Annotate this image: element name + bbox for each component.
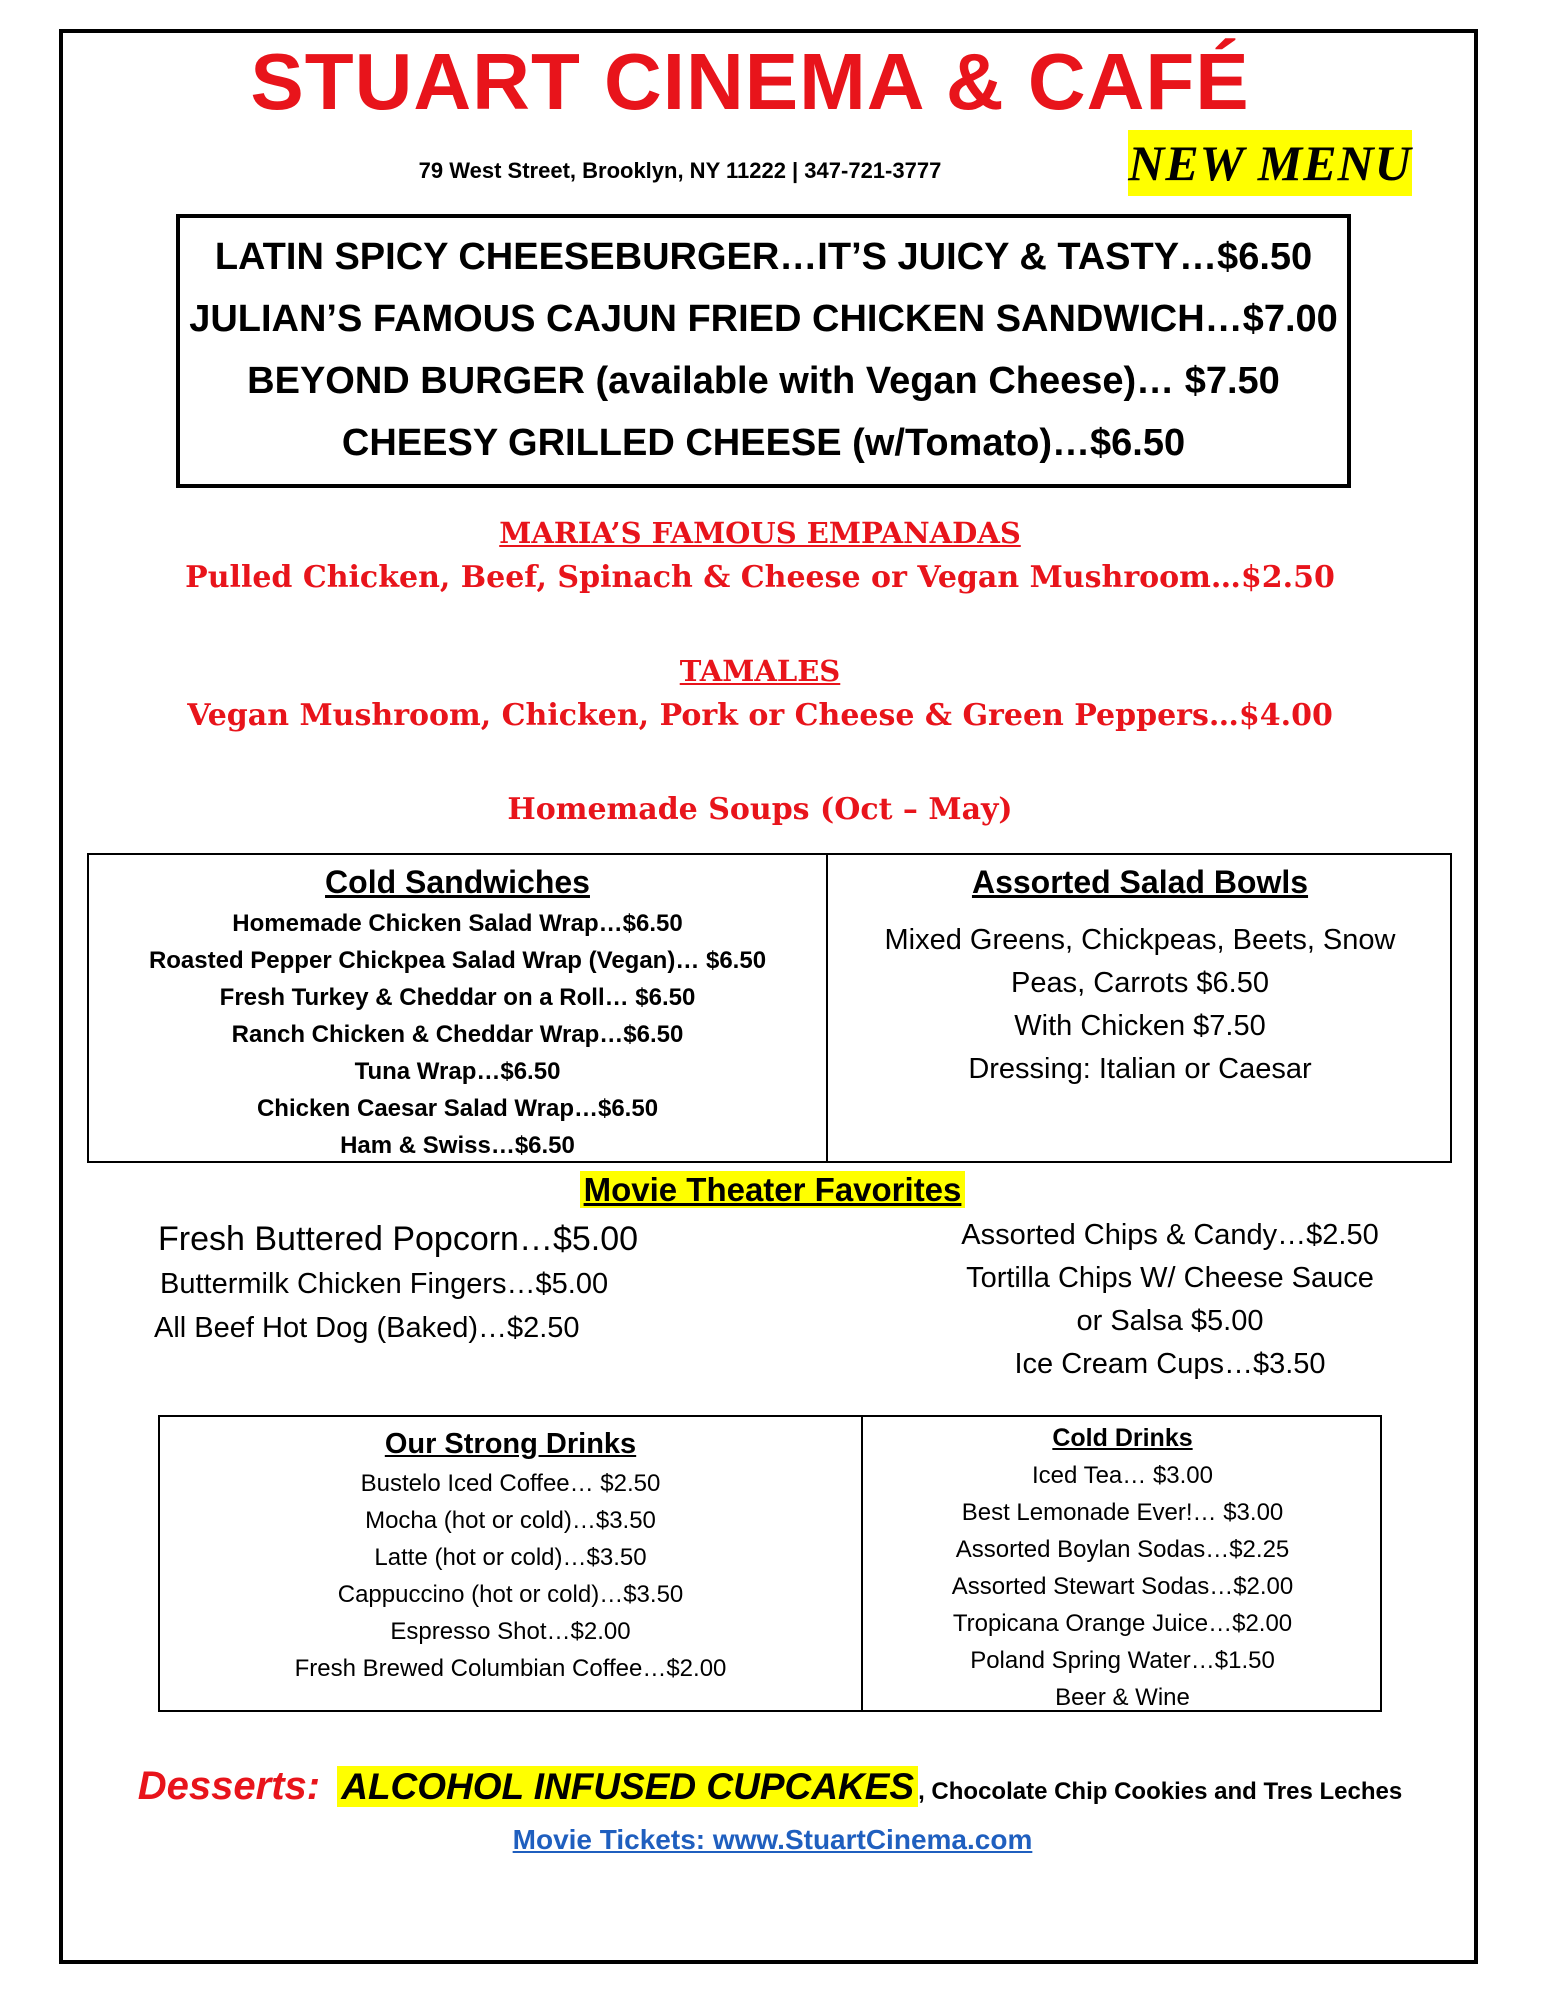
- list-item: Bustelo Iced Coffee… $2.50: [360, 1470, 661, 1497]
- strong-drinks-heading: Our Strong Drinks: [384, 1428, 637, 1460]
- featured-item: LATIN SPICY CHEESEBURGER…IT’S JUICY & TASTY…$6.50: [214, 236, 1313, 278]
- list-item: With Chicken $7.50: [1014, 1010, 1266, 1042]
- movie-tickets-link[interactable]: Movie Tickets: www.StuartCinema.com: [512, 1824, 1033, 1855]
- list-item: Tuna Wrap…$6.50: [354, 1058, 561, 1085]
- desserts-label: Desserts:: [137, 1764, 321, 1808]
- list-item: Dressing: Italian or Caesar: [968, 1053, 1312, 1085]
- list-item: Latte (hot or cold)…$3.50: [374, 1544, 647, 1571]
- soups-line: Homemade Soups (Oct – May): [507, 792, 1013, 827]
- strong-drinks-column: [160, 1423, 861, 1687]
- cold-drinks-heading: Cold Drinks: [1052, 1424, 1193, 1452]
- list-item: Ranch Chicken & Cheddar Wrap…$6.50: [231, 1021, 684, 1048]
- list-item: Mixed Greens, Chickpeas, Beets, Snow: [884, 924, 1396, 956]
- tamales-line: Vegan Mushroom, Chicken, Pork or Cheese & Green Peppers…$4.00: [187, 698, 1333, 733]
- cold-sandwiches-heading: Cold Sandwiches: [325, 864, 590, 900]
- tickets-wrap: [0, 1824, 1545, 1856]
- list-item: Fresh Buttered Popcorn…$5.00: [158, 1220, 639, 1258]
- salad-bowls-heading: Assorted Salad Bowls: [971, 864, 1309, 900]
- list-item: Beer & Wine: [1055, 1684, 1190, 1711]
- desserts-line: [100, 1764, 1440, 1809]
- list-item: Assorted Chips & Candy…$2.50: [961, 1219, 1379, 1251]
- list-item: Fresh Brewed Columbian Coffee…$2.00: [294, 1655, 727, 1682]
- list-item: All Beef Hot Dog (Baked)…$2.50: [154, 1312, 580, 1344]
- featured-items-box: [176, 214, 1351, 488]
- salad-bowls-column: [828, 859, 1452, 1091]
- favorites-heading: Movie Theater Favorites: [580, 1171, 966, 1208]
- list-item: Peas, Carrots $6.50: [1011, 967, 1269, 999]
- list-item: or Salsa $5.00: [1076, 1305, 1264, 1337]
- desserts-highlight: ALCOHOL INFUSED CUPCAKES: [337, 1766, 918, 1807]
- list-item: Assorted Stewart Sodas…$2.00: [951, 1573, 1294, 1600]
- list-item: Homemade Chicken Salad Wrap…$6.50: [232, 910, 683, 937]
- favorites-heading-wrap: [0, 1166, 1545, 1214]
- featured-item: JULIAN’S FAMOUS CAJUN FRIED CHICKEN SANDWICH…$7.00: [189, 298, 1338, 340]
- favorites-right-column: [900, 1214, 1440, 1386]
- list-item: Ice Cream Cups…$3.50: [1014, 1348, 1326, 1380]
- list-item: Cappuccino (hot or cold)…$3.50: [337, 1581, 684, 1608]
- tamales-heading: TAMALES: [679, 654, 841, 688]
- list-item: Tortilla Chips W/ Cheese Sauce: [966, 1262, 1374, 1294]
- list-item: Poland Spring Water…$1.50: [970, 1647, 1275, 1674]
- list-item: Assorted Boylan Sodas…$2.25: [955, 1536, 1290, 1563]
- featured-item: CHEESY GRILLED CHEESE (w/Tomato)…$6.50: [341, 422, 1186, 464]
- sandwich-salad-table: [87, 853, 1452, 1163]
- new-menu-badge: NEW MENU: [1128, 130, 1412, 196]
- list-item: Ham & Swiss…$6.50: [340, 1132, 575, 1159]
- cold-sandwiches-column: [89, 859, 826, 1164]
- page-title: STUART CINEMA & CAFÉ: [250, 37, 1250, 126]
- list-item: Buttermilk Chicken Fingers…$5.00: [160, 1268, 609, 1300]
- desserts-rest: , Chocolate Chip Cookies and Tres Leches: [918, 1778, 1403, 1805]
- drinks-table: [158, 1415, 1382, 1712]
- list-item: Mocha (hot or cold)…$3.50: [365, 1507, 656, 1534]
- featured-item: BEYOND BURGER (available with Vegan Cheese)… $7.50: [247, 360, 1280, 402]
- empanadas-heading: MARIA’S FAMOUS EMPANADAS: [499, 516, 1021, 550]
- cold-drinks-column: [863, 1419, 1382, 1716]
- address-line: 79 West Street, Brooklyn, NY 11222 | 347-721-3777: [418, 158, 942, 183]
- list-item: Fresh Turkey & Cheddar on a Roll… $6.50: [219, 984, 696, 1011]
- list-item: Best Lemonade Ever!… $3.00: [961, 1499, 1284, 1526]
- empanadas-line: Pulled Chicken, Beef, Spinach & Cheese or Vegan Mushroom…$2.50: [185, 560, 1335, 595]
- list-item: Roasted Pepper Chickpea Salad Wrap (Vegan)… $6.50: [148, 947, 767, 974]
- favorites-left-column: [150, 1216, 710, 1350]
- list-item: Espresso Shot…$2.00: [390, 1618, 631, 1645]
- list-item: Tropicana Orange Juice…$2.00: [952, 1610, 1293, 1637]
- list-item: Chicken Caesar Salad Wrap…$6.50: [256, 1095, 659, 1122]
- list-item: Iced Tea… $3.00: [1031, 1462, 1214, 1489]
